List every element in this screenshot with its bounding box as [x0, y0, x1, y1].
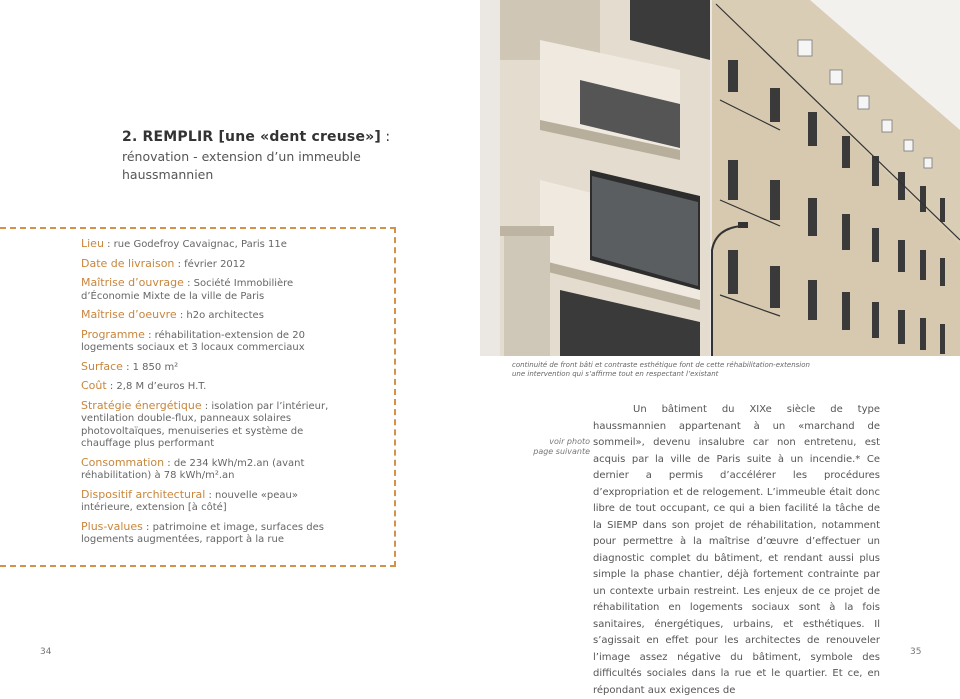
info-value: : 1 850 m²	[122, 361, 179, 373]
info-label: Plus-values	[81, 519, 143, 533]
info-label: Programme	[81, 327, 145, 341]
project-info-list	[81, 238, 341, 553]
title-subtitle: rénovation - extension d’un immeuble haussmannien	[122, 149, 361, 182]
info-value: : patrimoine et image, surfaces des logements augmentées, rapport à la rue	[81, 521, 324, 545]
building-photo	[480, 0, 960, 356]
info-value: : nouvelle «peau» intérieure, extension [à côté]	[81, 489, 299, 513]
info-value: : février 2012	[174, 258, 246, 270]
title-main: 2. REMPLIR [une «dent creuse»]	[122, 129, 381, 145]
info-value: : réhabilitation-extension de 20 logements sociaux et 3 locaux commerciaux	[81, 329, 305, 353]
page-number-right: 35	[910, 647, 922, 657]
info-value: : rue Godefroy Cavaignac, Paris 11e	[103, 239, 287, 250]
building-photo-illustration	[480, 0, 960, 356]
side-note: voir photo page suivante	[533, 437, 590, 456]
info-item-plus-values	[81, 521, 341, 547]
info-label: Stratégie énergétique	[81, 398, 202, 412]
info-value: : h2o architectes	[176, 310, 264, 321]
info-label: Consommation	[81, 455, 165, 469]
info-item-surface	[81, 361, 341, 375]
section-title	[122, 126, 422, 184]
info-item-maitrise-oeuvre	[81, 309, 341, 323]
photo-caption: continuité de front bâti et contraste esthétique font de cette réhabilitation-extension une intervention qui s’affirme tout en respectant l’existant	[512, 361, 810, 378]
info-label: Coût	[81, 379, 107, 392]
info-item-consommation	[81, 457, 341, 483]
info-value: : 2,8 M d’euros H.T.	[106, 381, 207, 392]
info-value: : isolation par l’intérieur, ventilation double-flux, panneaux solaires photovoltaïques, menuiseries et système de chauffage plus performant	[81, 400, 329, 449]
info-label: Maîtrise d’oeuvre	[81, 308, 177, 321]
info-item-lieu	[81, 238, 341, 252]
info-item-maitrise-ouvrage	[81, 277, 341, 303]
info-label: Dispositif architectural	[81, 487, 206, 501]
page-number-left: 34	[40, 647, 52, 657]
info-item-dispositif	[81, 489, 341, 515]
info-value: : de 234 kWh/m2.an (avant réhabilitation) à 78 kWh/m².an	[81, 457, 305, 481]
info-item-date	[81, 258, 341, 272]
info-label: Maîtrise d’ouvrage	[81, 276, 184, 289]
info-label: Surface	[81, 359, 123, 373]
info-item-cout	[81, 380, 341, 394]
info-item-strategie	[81, 400, 341, 451]
info-label: Date de livraison	[81, 256, 175, 270]
title-colon: :	[380, 129, 391, 145]
body-paragraph: Un bâtiment du XIXe siècle de type haussmannien appartenant à un «marchand de sommeil», devenu insalubre car non entretenu, est acquis par la ville de Paris suite à un incendie.* Ce dernier a permis d’accélérer les procédures d’expropriation et de relogement. L’immeuble était donc libre de tout occupant, ce qui a bien facilité la tâche de la SIEMP dans son projet de réhabilitation, notamment pour permettre à la maîtrise d’œuvre d’effectuer un diagnostic complet du bâtiment, et rendant aussi plus simple la phase chantier, déjà fortement contrainte par un contexte urbain restreint. Les enjeux de ce projet de réhabilitation en logements sociaux sont à la fois sanitaires, énergétiques, urbains, et esthétiques. Il s’agissait en effet pour les architectes de renouveler l’image assez négative du bâtiment, symbole des difficultés sociales dans la rue et le quartier. Et ce, en répondant aux exigences de	[593, 404, 880, 696]
info-label: Lieu	[81, 237, 104, 250]
info-item-programme	[81, 329, 341, 355]
info-value: : Société Immobilière d’Économie Mixte de la ville de Paris	[81, 278, 294, 302]
